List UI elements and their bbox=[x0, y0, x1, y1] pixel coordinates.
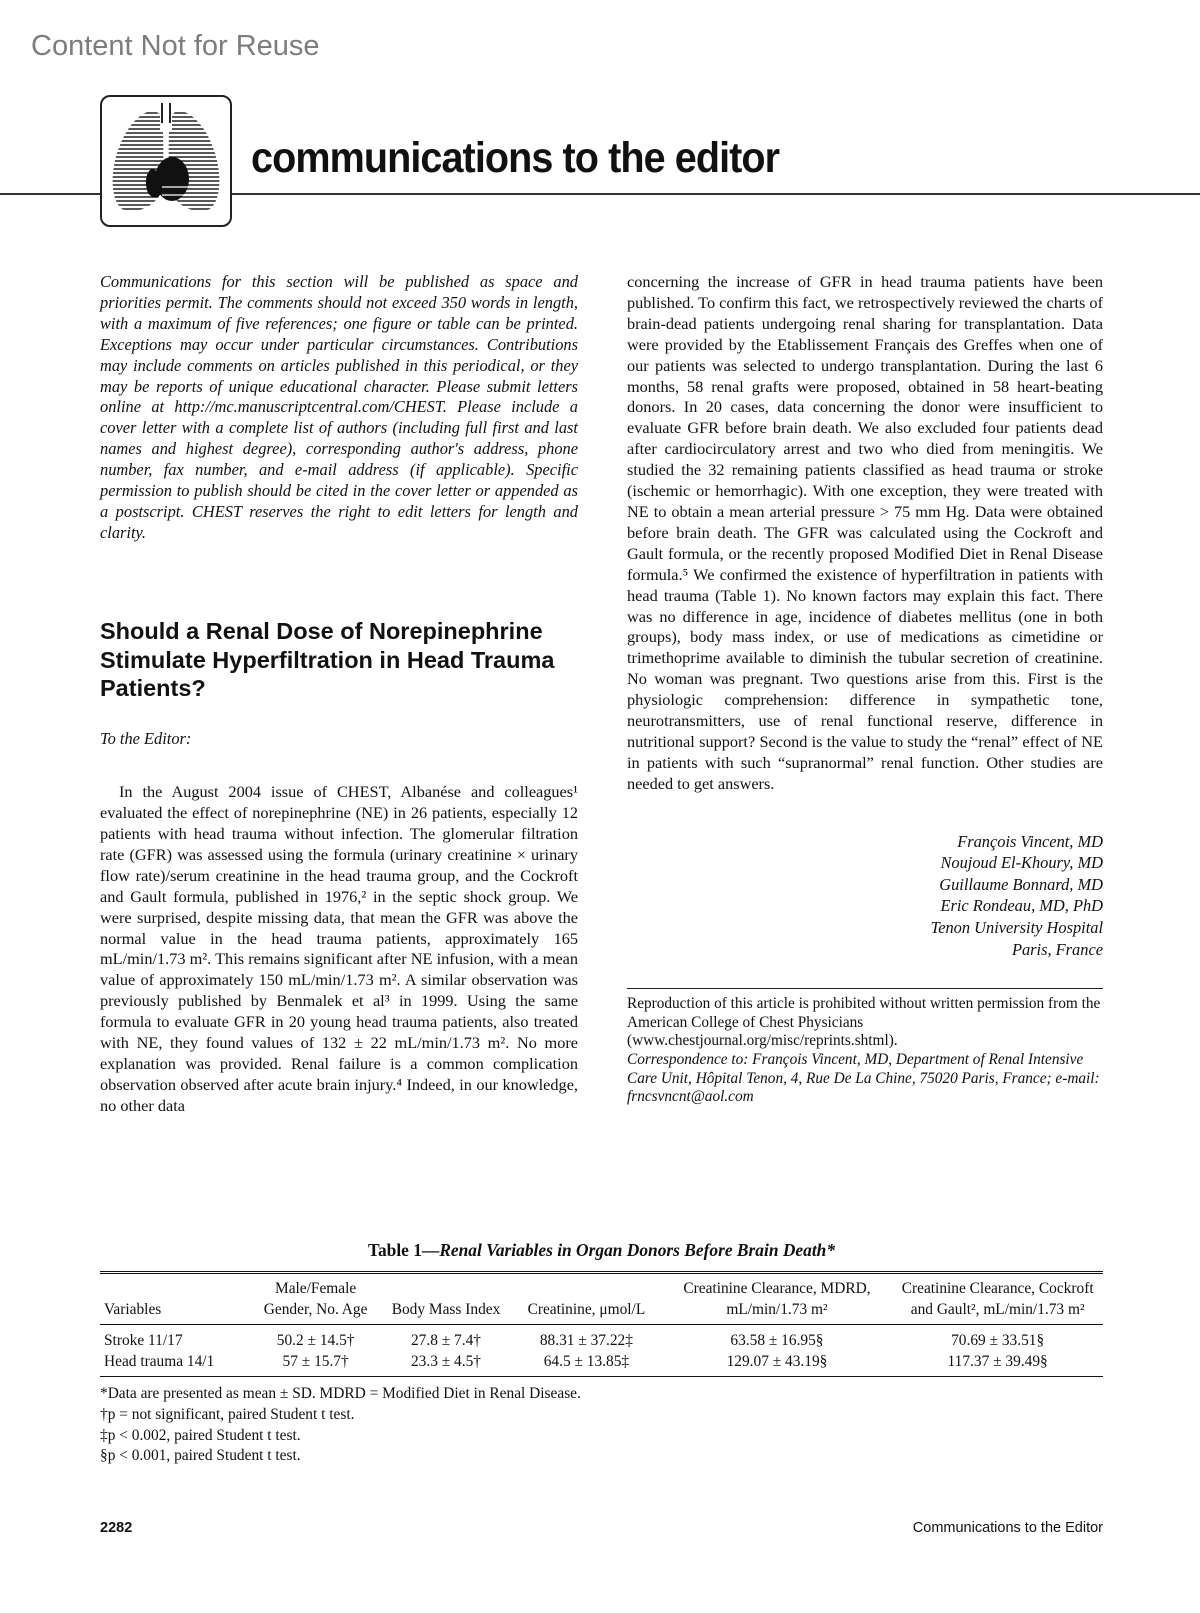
article-title: Should a Renal Dose of Norepinephrine Stimulate Hyperfiltration in Head Trauma Patients? bbox=[100, 617, 555, 702]
body-paragraph-left: In the August 2004 issue of CHEST, Albanése and colleagues¹ evaluated the effect of norepinephrine (NE) in 26 patients, especially 12 patients with head trauma without infection. The glomerular filtration rate (GFR) was assessed using the formula (urinary creatinine × urinary flow rate)/serum creatinine in the head trauma group, and the Cockroft and Gault formula, published in 1976,² in the septic shock group. We were surprised, despite missing data, that mean the GFR was above the normal value in the head trauma patients, approximately 165 mL/min/1.73 m². This remains significant after NE infusion, with a mean value of approximately 150 mL/min/1.73 m². A similar observation was previously published by Benmalek et al³ in 1999. Using the same formula to evaluate GFR in 20 young head trauma patients, also treated with NE, they found values of 132 ± 22 mL/min/1.73 m². No more explanation was provided. Renal failure is a common complication observation observed after acute brain injury.⁴ Indeed, in our knowledge, no other data bbox=[100, 782, 578, 1115]
table-cell: 129.07 ± 43.19§ bbox=[726, 1352, 828, 1370]
watermark: Content Not for Reuse bbox=[31, 30, 320, 62]
table-cell: Head trauma 14/1 bbox=[104, 1352, 215, 1370]
column-header: Creatinine Clearance, MDRD, mL/min/1.73 m² bbox=[662, 1273, 893, 1325]
affiliation-line: Tenon University Hospital bbox=[930, 918, 1103, 938]
table-1 bbox=[100, 1240, 1103, 1467]
table-cell: 117.37 ± 39.49§ bbox=[947, 1352, 1048, 1370]
author-list bbox=[627, 831, 1103, 961]
note-divider bbox=[627, 988, 1103, 989]
table-cell: Stroke 11/17 bbox=[104, 1332, 183, 1349]
table-footnote: †p = not significant, paired Student t test. bbox=[100, 1405, 355, 1423]
salutation: To the Editor: bbox=[100, 729, 192, 749]
author-line: François Vincent, MD bbox=[957, 831, 1103, 851]
publication-note bbox=[627, 995, 1103, 1107]
running-title: Communications to the Editor bbox=[912, 1520, 1103, 1536]
column-header: Body Mass Index bbox=[381, 1273, 511, 1325]
lungs-logo-icon bbox=[100, 95, 232, 227]
table-cell: 70.69 ± 33.51§ bbox=[951, 1332, 1045, 1349]
left-column bbox=[100, 272, 578, 1117]
table-row bbox=[100, 1352, 1103, 1377]
table-footnote: ‡p < 0.002, paired Student t test. bbox=[100, 1426, 301, 1444]
table-cell: 23.3 ± 4.5† bbox=[410, 1352, 481, 1370]
table-cell: 63.58 ± 16.95§ bbox=[730, 1332, 824, 1349]
location-line: Paris, France bbox=[1011, 939, 1103, 959]
table-caption-title: Renal Variables in Organ Donors Before Brain Death* bbox=[439, 1240, 836, 1260]
column-header: Creatinine, μmol/L bbox=[511, 1273, 661, 1325]
table-footnote: §p < 0.001, paired Student t test. bbox=[100, 1447, 301, 1465]
renal-variables-table bbox=[100, 1271, 1103, 1377]
table-cell: 57 ± 15.7† bbox=[282, 1352, 349, 1370]
section-intro: Communications for this section will be published as space and priorities permit. The comments should not exceed 350 words in length, with a maximum of five references; one figure or table can be printed. Exceptions may occur under particular circumstances. Contributions may include comments on articles published in this periodical, or they may be reports of unique educational character. Please submit letters online at http://mc.manuscriptcentral.com/CHEST. Please include a cover letter with a complete list of authors (including full first and last names and highest degree), corresponding author's address, phone number, fax number, and e-mail address (if applicable). Specific permission to publish should be cited in the cover letter or appended as a postscript. CHEST reserves the right to edit letters for length and clarity. bbox=[100, 272, 578, 542]
correspondence-note: Correspondence to: François Vincent, MD, Department of Renal Intensive Care Unit, Hôpital Tenon, 4, Rue De La Chine, 75020 Paris, France; e-mail: frncsvncnt@aol.com bbox=[627, 1051, 1100, 1106]
table-footnote: *Data are presented as mean ± SD. MDRD = Modified Diet in Renal Disease. bbox=[100, 1385, 581, 1402]
table-header-row bbox=[100, 1273, 1103, 1325]
table-caption bbox=[100, 1240, 1103, 1261]
section-title: communications to the editor bbox=[251, 134, 780, 182]
table-cell: 27.8 ± 7.4† bbox=[410, 1332, 481, 1349]
table-cell: 50.2 ± 14.5† bbox=[276, 1332, 355, 1349]
reproduction-note: Reproduction of this article is prohibited without written permission from the American College of Chest Physicians (www.chestjournal.org/misc/reprints.shtml). bbox=[627, 995, 1101, 1050]
column-header: Male/Female Gender, No. Age bbox=[250, 1273, 380, 1325]
right-column bbox=[627, 272, 1103, 1107]
author-line: Eric Rondeau, MD, PhD bbox=[940, 896, 1103, 916]
table-row bbox=[100, 1325, 1103, 1352]
table-footnotes bbox=[100, 1384, 1103, 1467]
author-line: Guillaume Bonnard, MD bbox=[939, 874, 1103, 894]
column-header: Creatinine Clearance, Cockroft and Gault², mL/min/1.73 m² bbox=[892, 1273, 1103, 1325]
table-caption-lead: Table 1— bbox=[367, 1240, 440, 1260]
column-header: Variables bbox=[100, 1273, 250, 1325]
page-number: 2282 bbox=[100, 1520, 133, 1536]
table-cell: 64.5 ± 13.85‡ bbox=[543, 1352, 630, 1370]
author-line: Noujoud El-Khoury, MD bbox=[940, 853, 1103, 873]
body-paragraph-right: concerning the increase of GFR in head trauma patients have been published. To confirm this fact, we retrospectively reviewed the charts of brain-dead patients undergoing renal sharing for transplantation. Data were provided by the Etablissement Français des Greffes when one of our patients was selected to undergo transplantation. During the last 6 months, 58 renal grafts were proposed, obtained in 58 heart-beating donors. In 20 cases, data concerning the donor were insufficient to evaluate GFR before brain death. We also excluded four patients dead after cardiocirculatory arrest and two who died from meningitis. We studied the 32 remaining patients classified as head trauma or stroke (ischemic or hemorrhagic). With one exception, they were treated with NE to obtain a mean arterial pressure > 75 mm Hg. Data were obtained before brain death. The GFR was calculated using the Cockroft and Gault formula, or the recently proposed Modified Diet in Renal Disease formula.⁵ We confirmed the existence of hyperfiltration in patients with head trauma (Table 1). No known factors may explain this fact. There was no difference in age, incidence of diabetes mellitus (one in both groups), body mass index, or use of medications as cimetidine or trimethoprime available to diminish the tubular secretion of creatinine. No woman was pregnant. Two questions arise from this. First is the physiologic comprehension: difference in sympathetic tone, neurotransmitters, use of renal functional reserve, difference in nutritional support? Second is the value to study the “renal” effect of NE in patients with such “supranormal” renal function. Other studies are needed to get answers. bbox=[627, 272, 1103, 793]
table-cell: 88.31 ± 37.22‡ bbox=[539, 1332, 633, 1349]
